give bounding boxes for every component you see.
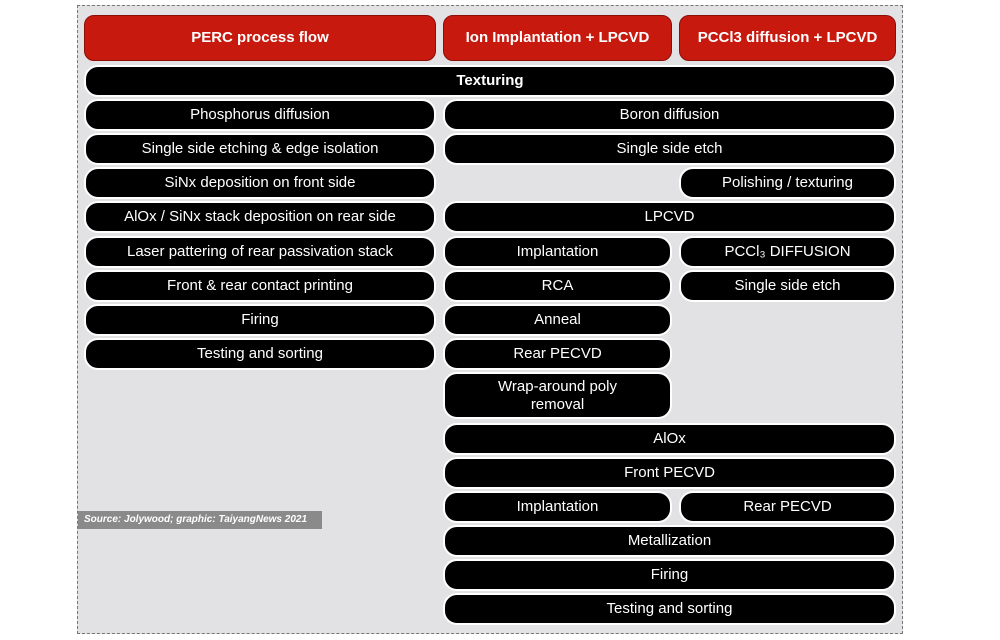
pccl-step-single-side-etch: Single side etch bbox=[679, 270, 896, 302]
source-caption: Source: Jolywood; graphic: TaiyangNews 2021 bbox=[78, 511, 322, 529]
perc-step-phosphorus-diffusion: Phosphorus diffusion bbox=[84, 99, 436, 131]
pccl-step-pccl3-diffusion: PCCl₃ DIFFUSION bbox=[679, 236, 896, 268]
ion-step-rear-pecvd: Rear PECVD bbox=[443, 338, 672, 370]
header-pccl3-diffusion-lpcvd: PCCl3 diffusion + LPCVD bbox=[679, 15, 896, 61]
header-perc-process-flow: PERC process flow bbox=[84, 15, 436, 61]
topcon-step-metallization: Metallization bbox=[443, 525, 896, 557]
perc-step-firing: Firing bbox=[84, 304, 436, 336]
topcon-step-single-side-etch: Single side etch bbox=[443, 133, 896, 165]
ion-step-wraparound-poly-removal: Wrap-around poly removal bbox=[443, 372, 672, 419]
topcon-step-implantation: Implantation bbox=[443, 491, 672, 523]
header-ion-implantation-lpcvd: Ion Implantation + LPCVD bbox=[443, 15, 672, 61]
topcon-step-firing: Firing bbox=[443, 559, 896, 591]
perc-step-sinx-front: SiNx deposition on front side bbox=[84, 167, 436, 199]
topcon-step-testing-sorting: Testing and sorting bbox=[443, 593, 896, 625]
ion-step-implantation: Implantation bbox=[443, 236, 672, 268]
topcon-step-boron-diffusion: Boron diffusion bbox=[443, 99, 896, 131]
step-texturing: Texturing bbox=[84, 65, 896, 97]
ion-step-anneal: Anneal bbox=[443, 304, 672, 336]
perc-step-laser-patterning: Laser pattering of rear passivation stack bbox=[84, 236, 436, 268]
perc-step-testing-sorting: Testing and sorting bbox=[84, 338, 436, 370]
perc-step-contact-printing: Front & rear contact printing bbox=[84, 270, 436, 302]
ion-step-rca: RCA bbox=[443, 270, 672, 302]
topcon-step-lpcvd: LPCVD bbox=[443, 201, 896, 233]
pccl-step-polishing-texturing: Polishing / texturing bbox=[679, 167, 896, 199]
perc-step-single-side-etching: Single side etching & edge isolation bbox=[84, 133, 436, 165]
topcon-step-rear-pecvd: Rear PECVD bbox=[679, 491, 896, 523]
topcon-step-front-pecvd: Front PECVD bbox=[443, 457, 896, 489]
topcon-step-alox: AlOx bbox=[443, 423, 896, 455]
perc-step-alox-sinx-rear: AlOx / SiNx stack deposition on rear side bbox=[84, 201, 436, 233]
